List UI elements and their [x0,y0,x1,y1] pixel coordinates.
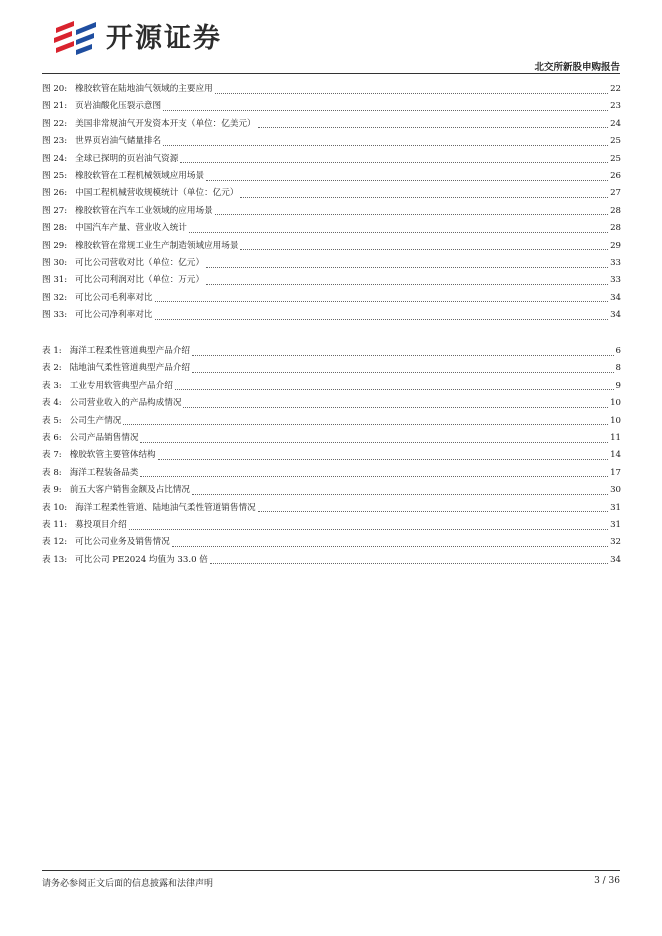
entry-label: 表 1: [42,346,62,356]
dot-leader [140,441,608,443]
entry-title: 可比公司净利率对比 [75,310,153,321]
dot-leader [215,92,608,94]
entry-page: 14 [610,450,621,461]
entry-title: 橡胶软管在汽车工业领域的应用场景 [75,205,213,216]
entry-label: 表 10: [42,502,68,513]
figure-toc-entry[interactable] [42,81,621,98]
dot-leader [189,231,608,233]
entry-title: 橡胶软管在工程机械领域应用场景 [75,170,205,181]
figure-toc-entry[interactable] [42,168,621,185]
table-toc-entry[interactable] [42,447,621,464]
entry-title: 可比公司毛利率对比 [75,292,153,303]
figure-toc-entry[interactable] [42,238,621,255]
figure-toc-entry[interactable] [42,290,621,307]
dot-leader [206,266,608,268]
figure-toc-entry[interactable] [42,185,621,202]
dot-leader [129,528,608,530]
brand-name: 开源证券 [106,23,222,54]
entry-title: 募投项目介绍 [75,519,127,530]
entry-title: 陆地油气柔性管道典型产品介绍 [69,363,191,374]
entry-label: 表 4: [42,398,62,409]
figure-toc-entry[interactable] [42,272,621,289]
entry-page: 8 [615,363,621,374]
entry-page: 6 [615,346,621,356]
table-toc-entry[interactable] [42,360,621,377]
entry-title: 海洋工程柔性管道典型产品介绍 [69,346,191,356]
entry-page: 33 [610,275,621,286]
entry-label: 图 30: [42,257,68,268]
entry-page: 34 [610,292,621,303]
entry-title: 中国汽车产量、营业收入统计 [75,223,187,234]
header-divider [42,73,620,74]
entry-title: 海洋工程装备品类 [69,467,139,478]
entry-page: 9 [615,380,621,391]
entry-label: 表 12: [42,537,68,548]
dot-leader [158,458,608,460]
dot-leader [163,109,608,111]
entry-title: 公司产品销售情况 [69,432,139,443]
entry-page: 22 [610,84,621,94]
entry-page: 10 [610,415,621,426]
entry-label: 表 2: [42,363,62,374]
entry-page: 30 [610,485,621,496]
entry-page: 17 [610,467,621,478]
entry-page: 34 [610,554,621,565]
entry-page: 27 [610,188,621,199]
page-number: 3 / 36 [594,876,620,886]
entry-label: 图 31: [42,275,68,286]
kaiyuan-logo-icon [52,18,102,60]
entry-title: 可比公司 PE2024 均值为 33.0 倍 [75,554,208,565]
dot-leader [155,318,609,320]
entry-page: 32 [610,537,621,548]
entry-label: 图 25: [42,170,68,181]
entry-title: 可比公司利润对比（单位：万元） [75,275,205,286]
dot-leader [240,248,608,250]
figure-toc-entry[interactable] [42,133,621,150]
entry-label: 图 28: [42,223,68,234]
figure-toc-entry[interactable] [42,116,621,133]
entry-label: 图 29: [42,240,68,251]
dot-leader [258,510,608,512]
dot-leader [210,562,608,564]
entry-title: 公司营业收入的产品构成情况 [69,398,182,409]
figure-toc-entry[interactable] [42,255,621,272]
dot-leader [155,300,609,302]
dot-leader [192,493,608,495]
entry-title: 公司生产情况 [69,415,122,426]
entry-page: 24 [610,118,621,129]
entry-page: 33 [610,257,621,268]
entry-label: 图 23: [42,136,68,147]
entry-title: 海洋工程柔性管道、陆地油气柔性管道销售情况 [75,502,256,513]
table-toc-entry[interactable] [42,378,621,395]
table-toc-entry[interactable] [42,517,621,534]
entry-label: 图 20: [42,84,68,94]
entry-title: 世界页岩油气储量排名 [75,136,162,147]
entry-title: 全球已探明的页岩油气资源 [75,153,179,164]
entry-page: 25 [610,136,621,147]
figure-toc-entry[interactable] [42,151,621,168]
entry-label: 表 7: [42,450,62,461]
table-toc-entry[interactable] [42,482,621,499]
entry-label: 图 22: [42,118,68,129]
entry-title: 橡胶软管主要管体结构 [69,450,156,461]
entry-page: 10 [610,398,621,409]
entry-title: 美国非常规油气开发资本开支（单位：亿美元） [75,118,256,129]
entry-title: 前五大客户销售金额及占比情况 [69,485,191,496]
entry-label: 图 27: [42,205,68,216]
table-toc-entry[interactable] [42,413,621,430]
entry-title: 可比公司业务及销售情况 [75,537,170,548]
dot-leader [172,545,608,547]
entry-title: 橡胶软管在陆地油气领域的主要应用 [75,84,213,94]
dot-leader [215,213,608,215]
entry-page: 23 [610,101,621,112]
tables-list [42,343,621,569]
figure-toc-entry[interactable] [42,203,621,220]
entry-label: 图 33: [42,310,68,321]
dot-leader [123,423,608,425]
entry-title: 工业专用软管典型产品介绍 [69,380,173,391]
entry-title: 橡胶软管在常规工业生产制造领域应用场景 [75,240,239,251]
brand-logo [52,18,222,60]
entry-page: 25 [610,153,621,164]
figure-toc-entry[interactable] [42,98,621,115]
entry-label: 表 6: [42,432,62,443]
entry-title: 中国工程机械营收规模统计（单位：亿元） [75,188,239,199]
entry-label: 表 13: [42,554,68,565]
footer-disclaimer: 请务必参阅正文后面的信息披露和法律声明 [42,879,214,889]
entry-page: 28 [610,223,621,234]
table-toc-entry[interactable] [42,343,621,360]
entry-page: 31 [610,502,621,513]
entry-label: 表 9: [42,485,62,496]
report-type: 北交所新股申购报告 [534,62,620,73]
table-toc-entry[interactable] [42,465,621,482]
footer-divider [42,870,620,871]
table-toc-entry[interactable] [42,430,621,447]
table-toc-entry[interactable] [42,552,621,569]
figure-toc-entry[interactable] [42,307,621,324]
table-toc-entry[interactable] [42,500,621,517]
entry-page: 31 [610,519,621,530]
dot-leader [258,126,608,128]
entry-label: 图 24: [42,153,68,164]
dot-leader [192,354,614,356]
dot-leader [192,371,614,373]
dot-leader [206,179,608,181]
dot-leader [175,388,614,390]
table-toc-entry[interactable] [42,395,621,412]
dot-leader [180,161,608,163]
entry-page: 11 [610,432,621,443]
entry-label: 表 8: [42,467,62,478]
entry-title: 可比公司营收对比（单位：亿元） [75,257,205,268]
dot-leader [183,406,608,408]
dot-leader [163,144,608,146]
entry-label: 图 26: [42,188,68,199]
entry-title: 页岩油酸化压裂示意图 [75,101,162,112]
entry-page: 29 [610,240,621,251]
page-header [0,0,662,76]
table-toc-entry[interactable] [42,534,621,551]
entry-label: 表 5: [42,415,62,426]
entry-label: 图 21: [42,101,68,112]
entry-label: 图 32: [42,292,68,303]
entry-label: 表 11: [42,519,68,530]
figure-toc-entry[interactable] [42,220,621,237]
entry-page: 26 [610,170,621,181]
entry-page: 28 [610,205,621,216]
figures-list [42,81,621,324]
entry-label: 表 3: [42,380,62,391]
entry-page: 34 [610,310,621,321]
dot-leader [240,196,608,198]
dot-leader [140,475,608,477]
dot-leader [206,283,608,285]
